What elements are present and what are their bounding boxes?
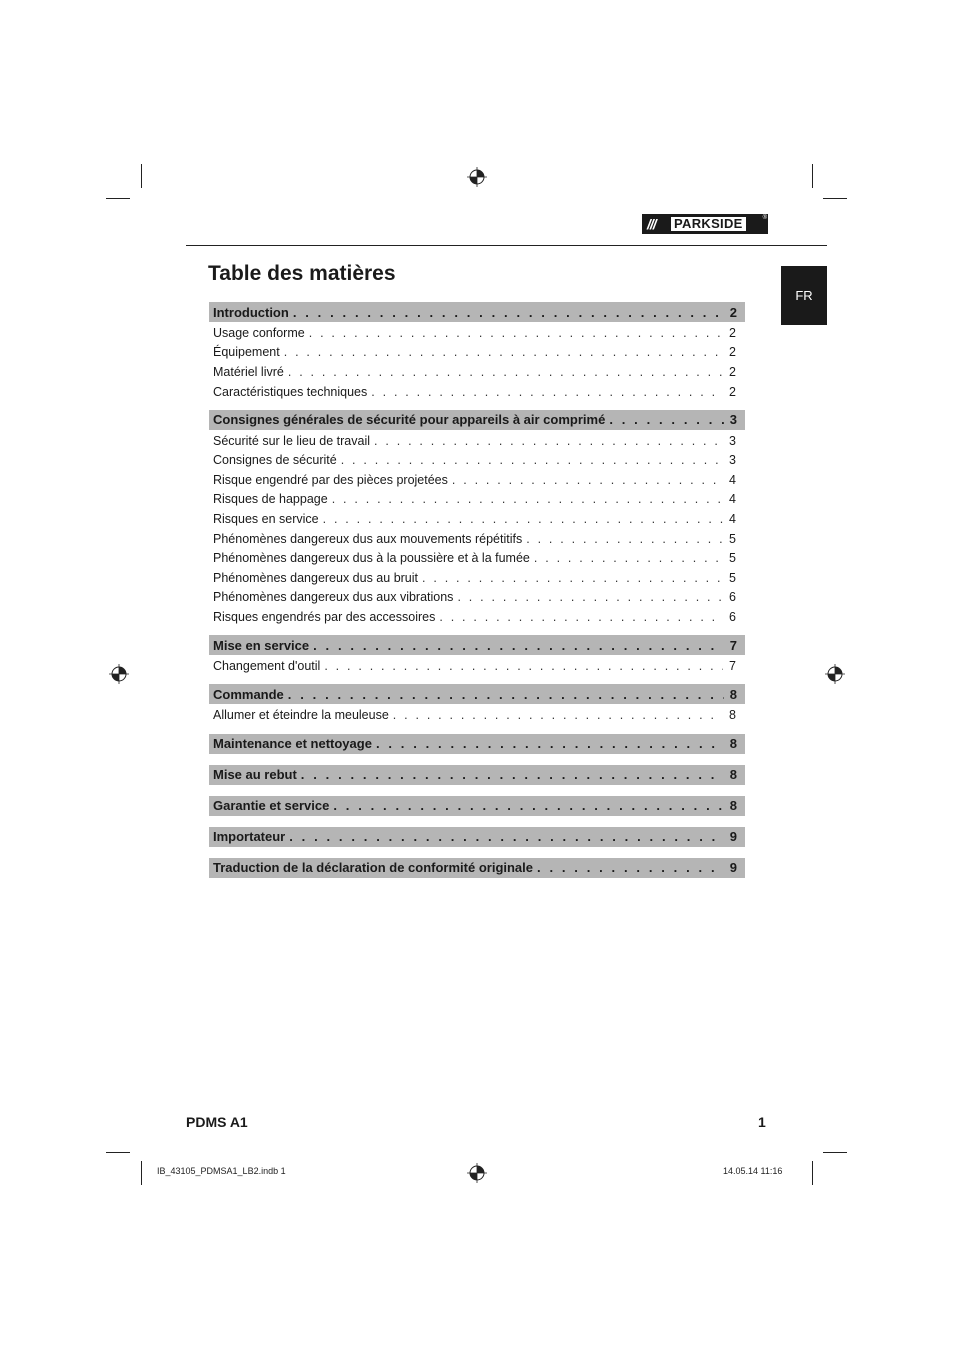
toc-section-heading[interactable] xyxy=(209,302,745,322)
crop-mark xyxy=(812,164,813,188)
toc-entry-label: Risques de happage xyxy=(213,492,328,507)
toc-leader-dots xyxy=(609,412,723,427)
logo-slashes: /// xyxy=(647,216,656,232)
toc-leader-dots xyxy=(332,492,723,506)
print-slug-timestamp: 14.05.14 11:16 xyxy=(723,1166,783,1176)
toc-section-label: Maintenance et nettoyage xyxy=(213,736,372,751)
toc-leader-dots xyxy=(526,532,723,546)
toc-entry-page: 6 xyxy=(729,610,736,625)
crop-mark xyxy=(141,1161,142,1185)
toc-leader-dots xyxy=(293,305,724,320)
toc-section-heading[interactable] xyxy=(209,410,745,430)
toc-section-label: Mise en service xyxy=(213,637,310,653)
toc-entry-label: Allumer et éteindre la meuleuse xyxy=(213,708,389,723)
logo-wordmark: PARKSIDE xyxy=(671,217,746,231)
toc-section-label: Importateur xyxy=(213,829,286,844)
toc-entry-page: 5 xyxy=(729,531,736,546)
header-rule xyxy=(186,245,827,246)
toc-section-heading[interactable] xyxy=(209,827,745,847)
toc-entry[interactable] xyxy=(209,431,745,451)
toc-leader-dots xyxy=(393,708,723,722)
toc-entry-label: Risques en service xyxy=(213,512,319,527)
toc-section-page: 8 xyxy=(729,767,737,782)
print-slug-file: IB_43105_PDMSA1_LB2.indb 1 xyxy=(157,1166,286,1176)
toc-section xyxy=(209,858,745,878)
logo-registered-mark: ® xyxy=(762,215,767,221)
toc-entry[interactable] xyxy=(209,362,745,382)
toc-leader-dots xyxy=(289,829,724,844)
footer-page-number: 1 xyxy=(758,1114,766,1130)
toc-leader-dots xyxy=(309,326,723,340)
toc-leader-dots xyxy=(288,365,723,379)
page-title: Table des matières xyxy=(208,262,396,285)
toc-leader-dots xyxy=(374,434,723,448)
toc-entry[interactable] xyxy=(209,568,745,588)
crop-mark xyxy=(106,198,130,199)
parkside-logo xyxy=(642,214,768,234)
toc-entry-label: Consignes de sécurité xyxy=(213,453,337,468)
toc-section-label: Mise au rebut xyxy=(213,767,297,782)
toc-leader-dots xyxy=(457,590,723,604)
toc-section-heading[interactable] xyxy=(209,796,745,816)
toc-section-page: 8 xyxy=(729,736,737,751)
toc-section-page: 7 xyxy=(729,637,737,653)
toc-leader-dots xyxy=(439,610,723,624)
toc-section-page: 9 xyxy=(729,829,737,844)
toc-entry-label: Risque engendré par des pièces projetées xyxy=(213,472,448,487)
toc-entry-label: Équipement xyxy=(213,345,280,360)
toc-leader-dots xyxy=(333,798,723,813)
toc-leader-dots xyxy=(313,638,724,653)
toc-entry-label: Caractéristiques techniques xyxy=(213,384,368,399)
toc-section-page: 2 xyxy=(729,304,737,320)
toc-entry-page: 8 xyxy=(729,708,736,723)
toc-entry-label: Phénomènes dangereux dus aux vibrations xyxy=(213,590,454,605)
toc-section-page: 9 xyxy=(729,860,737,875)
toc-leader-dots xyxy=(537,860,724,875)
toc-entry-page: 4 xyxy=(729,472,736,487)
language-tab: FR xyxy=(781,266,827,325)
toc-entry-page: 2 xyxy=(729,345,736,360)
toc-entry-page: 6 xyxy=(729,590,736,605)
toc-section xyxy=(209,684,745,725)
table-of-contents xyxy=(209,302,745,889)
crop-mark xyxy=(823,1152,847,1153)
toc-section-label: Introduction xyxy=(213,304,289,320)
toc-section-label: Traduction de la déclaration de conformité originale xyxy=(213,860,534,875)
toc-entry-page: 5 xyxy=(729,551,736,566)
toc-section-page: 3 xyxy=(729,412,737,428)
toc-entry-label: Risques engendrés par des accessoires xyxy=(213,610,436,625)
toc-entry[interactable] xyxy=(209,509,745,529)
toc-section-heading[interactable] xyxy=(209,858,745,878)
toc-leader-dots xyxy=(324,659,723,673)
toc-entry-label: Usage conforme xyxy=(213,325,305,340)
toc-section-label: Garantie et service xyxy=(213,798,330,813)
toc-entry[interactable] xyxy=(209,490,745,510)
toc-entry[interactable] xyxy=(209,529,745,549)
registration-mark-icon xyxy=(467,167,487,187)
toc-section xyxy=(209,302,745,401)
toc-section xyxy=(209,827,745,847)
toc-section-heading[interactable] xyxy=(209,684,745,704)
toc-entry-page: 3 xyxy=(729,453,736,468)
toc-section-heading[interactable] xyxy=(209,635,745,655)
toc-entry-label: Matériel livré xyxy=(213,364,284,379)
crop-mark xyxy=(106,1152,130,1153)
toc-entry[interactable] xyxy=(209,343,745,363)
toc-entry-page: 4 xyxy=(729,512,736,527)
toc-leader-dots xyxy=(371,385,723,399)
toc-entry-page: 3 xyxy=(729,433,736,448)
toc-entry-page: 7 xyxy=(729,659,736,674)
toc-entry[interactable] xyxy=(209,450,745,470)
toc-entry[interactable] xyxy=(209,382,745,402)
toc-entry-page: 2 xyxy=(729,384,736,399)
toc-entry[interactable] xyxy=(209,705,745,725)
toc-leader-dots xyxy=(284,345,723,359)
toc-entry-label: Phénomènes dangereux dus aux mouvements répétitifs xyxy=(213,531,523,546)
crop-mark xyxy=(812,1161,813,1185)
footer-model: PDMS A1 xyxy=(186,1114,248,1130)
toc-entry[interactable] xyxy=(209,588,745,608)
toc-section xyxy=(209,796,745,816)
toc-section-page: 8 xyxy=(729,686,737,702)
toc-entry-page: 2 xyxy=(729,364,736,379)
registration-mark-icon xyxy=(467,1163,487,1183)
toc-entry-label: Phénomènes dangereux dus au bruit xyxy=(213,570,419,585)
toc-leader-dots xyxy=(323,512,723,526)
toc-section-heading[interactable] xyxy=(209,734,745,754)
toc-section-heading[interactable] xyxy=(209,765,745,785)
toc-section xyxy=(209,734,745,754)
toc-section xyxy=(209,635,745,676)
toc-section xyxy=(209,410,745,627)
toc-entry[interactable] xyxy=(209,548,745,568)
toc-entry-page: 5 xyxy=(729,570,736,585)
crop-mark xyxy=(823,198,847,199)
toc-entry[interactable] xyxy=(209,323,745,343)
toc-entry[interactable] xyxy=(209,656,745,676)
toc-leader-dots xyxy=(422,571,723,585)
toc-section-page: 8 xyxy=(729,798,737,813)
toc-entry-label: Sécurité sur le lieu de travail xyxy=(213,433,371,448)
toc-section xyxy=(209,765,745,785)
toc-entry-page: 2 xyxy=(729,325,736,340)
toc-leader-dots xyxy=(301,767,724,782)
toc-leader-dots xyxy=(534,551,723,565)
crop-mark xyxy=(141,164,142,188)
toc-leader-dots xyxy=(376,736,724,751)
registration-mark-icon xyxy=(109,664,129,684)
toc-entry-label: Changement d'outil xyxy=(213,659,321,674)
toc-entry-label: Phénomènes dangereux dus à la poussière et à la fumée xyxy=(213,551,530,566)
toc-entry[interactable] xyxy=(209,607,745,627)
toc-entry[interactable] xyxy=(209,470,745,490)
toc-leader-dots xyxy=(452,473,723,487)
toc-leader-dots xyxy=(288,687,724,702)
toc-section-label: Consignes générales de sécurité pour appareils à air comprimé xyxy=(213,412,606,428)
toc-section-label: Commande xyxy=(213,686,284,702)
toc-entry-page: 4 xyxy=(729,492,736,507)
toc-leader-dots xyxy=(341,453,723,467)
registration-mark-icon xyxy=(825,664,845,684)
